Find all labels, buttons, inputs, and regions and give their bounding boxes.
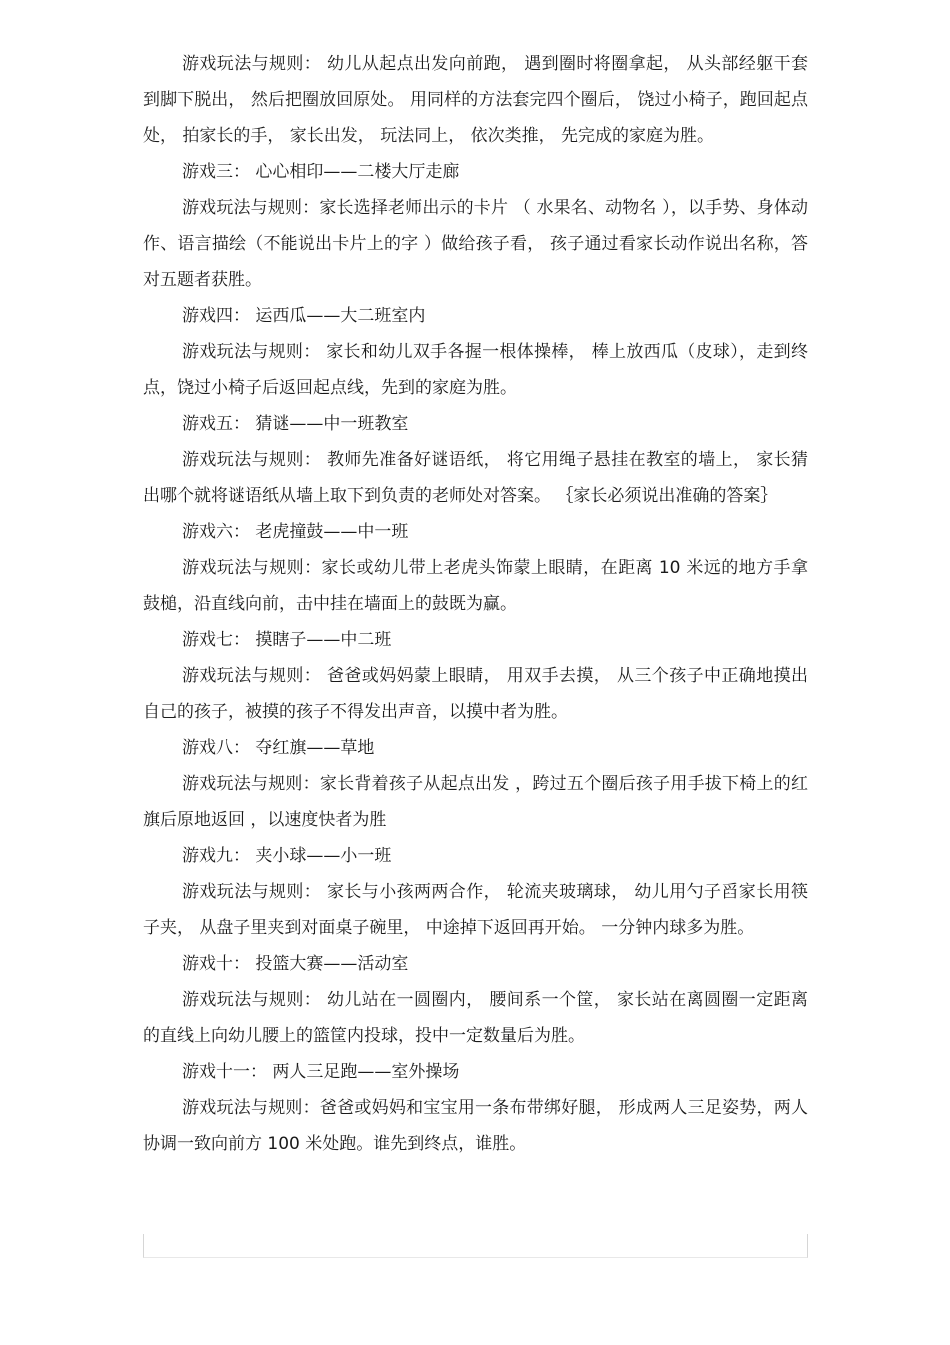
game-four-heading: 游戏四： 运西瓜——大二班室内 (182, 306, 426, 326)
rules-paragraph-game-eleven: 游戏玩法与规则：爸爸或妈妈和宝宝用一条布带绑好腿， 形成两人三足姿势，两人协调一致向前方 100 米处跑。谁先到终点，谁胜。 (143, 1098, 808, 1154)
rules-paragraph-game-five: 游戏玩法与规则： 教师先准备好谜语纸， 将它用绳子悬挂在教室的墙上， 家长猜出哪个就将谜语纸从墙上取下到负责的老师处对答案。 ｛家长必须说出准确的答案｝ (143, 450, 808, 506)
game-seven-heading: 游戏七： 摸瞎子——中二班 (182, 630, 392, 650)
document-body (143, 46, 808, 1162)
rules-paragraph-game-six: 游戏玩法与规则：家长或幼儿带上老虎头饰蒙上眼睛，在距离 10 米远的地方手拿鼓槌，沿直线向前，击中挂在墙面上的鼓既为赢。 (143, 558, 808, 614)
game-six-heading: 游戏六： 老虎撞鼓——中一班 (182, 522, 409, 542)
game-eight-heading: 游戏八： 夺红旗——草地 (182, 738, 375, 758)
game-five-heading: 游戏五： 猜谜——中一班教室 (182, 414, 409, 434)
game-eleven-heading: 游戏十一： 两人三足跑——室外操场 (182, 1062, 460, 1082)
rules-paragraph-game-four: 游戏玩法与规则： 家长和幼儿双手各握一根体操棒， 棒上放西瓜（皮球），走到终点，饶过小椅子后返回起点线，先到的家庭为胜。 (143, 342, 808, 398)
rules-paragraph-game-seven: 游戏玩法与规则： 爸爸或妈妈蒙上眼睛， 用双手去摸， 从三个孩子中正确地摸出自己的孩子，被摸的孩子不得发出声音，以摸中者为胜。 (143, 666, 808, 722)
rules-paragraph-game-two: 游戏玩法与规则： 幼儿从起点出发向前跑， 遇到圈时将圈拿起， 从头部经躯干套到脚下脱出， 然后把圈放回原处。 用同样的方法套完四个圈后， 饶过小椅子，跑回起点处， 拍家长的手， 家长出发， 玩法同上， 依次类推， 先完成的家庭为胜。 (143, 54, 808, 146)
game-three-heading: 游戏三： 心心相印——二楼大厅走廊 (182, 162, 460, 182)
rules-paragraph-game-ten: 游戏玩法与规则： 幼儿站在一圆圈内， 腰间系一个筐， 家长站在离圆圈一定距离的直线上向幼儿腰上的篮筐内投球，投中一定数量后为胜。 (143, 990, 808, 1046)
rules-paragraph-game-eight: 游戏玩法与规则：家长背着孩子从起点出发 ，跨过五个圈后孩子用手拔下椅上的红旗后原地返回 ，以速度快者为胜 (143, 774, 808, 830)
game-ten-heading: 游戏十： 投篮大赛——活动室 (182, 954, 409, 974)
game-nine-heading: 游戏九： 夹小球——小一班 (182, 846, 392, 866)
rules-paragraph-game-nine: 游戏玩法与规则： 家长与小孩两两合作， 轮流夹玻璃球， 幼儿用勺子舀家长用筷子夹， 从盘子里夹到对面桌子碗里， 中途掉下返回再开始。 一分钟内球多为胜。 (143, 882, 808, 938)
rules-paragraph-game-three: 游戏玩法与规则：家长选择老师出示的卡片 （ 水果名、动物名 ），以手势、身体动作、语言描绘（不能说出卡片上的字 ）做给孩子看， 孩子通过看家长动作说出名称，答对五题者获胜。 (143, 198, 808, 290)
page-footer-frame (143, 1234, 808, 1258)
